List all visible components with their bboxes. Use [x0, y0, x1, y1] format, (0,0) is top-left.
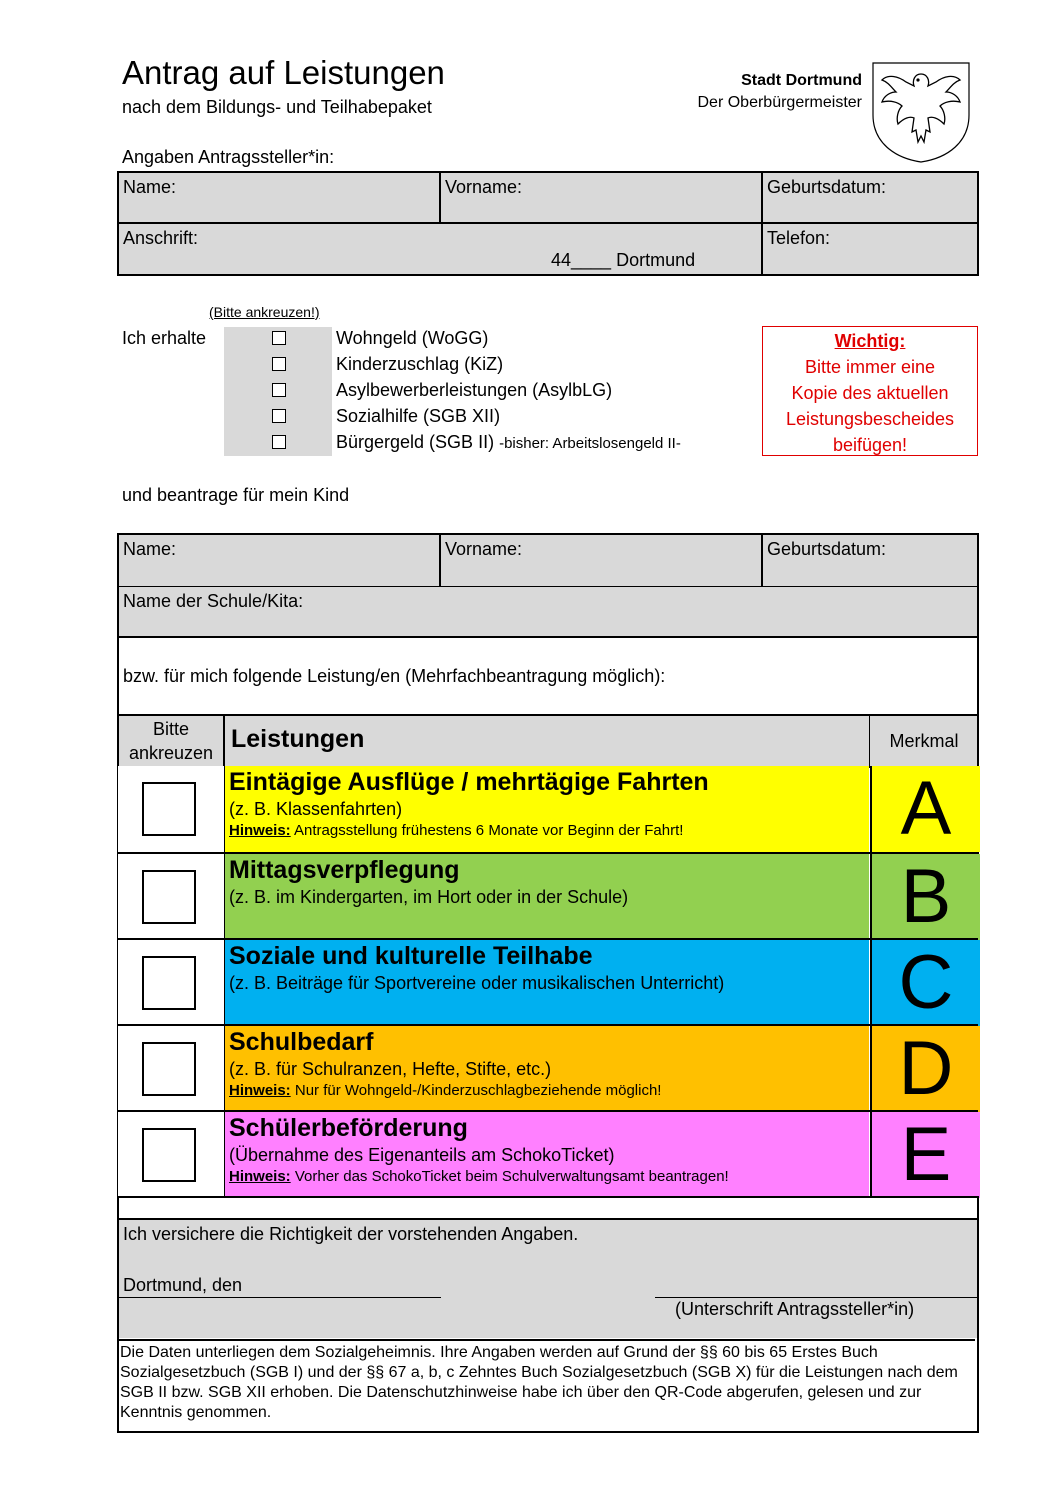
- coat-of-arms-icon: [870, 60, 972, 164]
- privacy-notice: [119, 1339, 975, 1431]
- checkbox-asylblg[interactable]: [272, 383, 286, 397]
- benefit-text-cell: [225, 940, 869, 1026]
- benefit-checkbox-cell: [118, 1026, 226, 1112]
- date-line[interactable]: [119, 1297, 441, 1298]
- applicant-vorname-field[interactable]: [441, 173, 763, 224]
- privacy-text: Die Daten unterliegen dem Sozialgeheimnis. Ihre Angaben werden auf Grund der §§ 60 bis 65 Erstes Buch Sozialgesetzbuch (SGB I) und der §§ 67 a, b, c Zehntes Buch Sozialgesetzbuch (SGB X) für die Leistungen nach dem SGB II bzw. SGB XII erhoben. Die Datenschutzhinweise habe ich über den QR-Code abgerufen, gelesen und zur Kenntnis genommen.: [120, 1344, 958, 1421]
- receiving-label: Ich erhalte: [122, 328, 207, 348]
- child-name-label: Name:: [123, 539, 177, 559]
- applicant-phone-field[interactable]: [763, 224, 977, 274]
- signature-label: (Unterschrift Antragssteller*in): [675, 1299, 915, 1319]
- page-subtitle: nach dem Bildungs- und Teilhabepaket: [122, 97, 432, 117]
- option-buergergeld-row: [336, 432, 681, 453]
- benefit-letter: B: [870, 854, 980, 940]
- option-kinderzuschlag: Kinderzuschlag (KiZ): [336, 354, 504, 374]
- child-intro: und beantrage für mein Kind: [122, 485, 350, 505]
- option-buergergeld-suffix: -bisher: Arbeitslosengeld II-: [499, 435, 681, 452]
- benefit-hint: [229, 1081, 869, 1101]
- benefit-description: (z. B. Beiträge für Sportvereine oder musikalischen Unterricht): [229, 973, 725, 993]
- benefit-text-cell: [225, 854, 869, 940]
- applicant-section-label: Angaben Antragssteller*in:: [122, 147, 335, 167]
- city-name: Stadt Dortmund: [741, 72, 862, 89]
- benefit-description: (z. B. Klassenfahrten): [229, 799, 403, 819]
- signature-line[interactable]: [655, 1297, 977, 1298]
- benefit-row: [118, 1110, 978, 1196]
- applicant-box: [117, 171, 979, 276]
- benefit-row: [118, 852, 978, 938]
- benefit-checkbox[interactable]: [142, 1128, 196, 1182]
- benefit-text-cell: [225, 766, 869, 852]
- school-label: Name der Schule/Kita:: [123, 591, 304, 611]
- benefit-letter: E: [870, 1112, 980, 1198]
- benefit-hint: [229, 821, 869, 841]
- benefit-title: Soziale und kulturelle Teilhabe: [229, 942, 593, 970]
- applicant-phone-label: Telefon:: [767, 228, 831, 248]
- tick-hint: (Bitte ankreuzen!): [209, 304, 320, 320]
- important-line: Bitte immer eine: [804, 357, 936, 377]
- self-line-row: [119, 638, 977, 716]
- benefit-description: (z. B. im Kindergarten, im Hort oder in der Schule): [229, 887, 629, 907]
- benefits-header-row: [119, 716, 977, 768]
- benefit-title: Eintägige Ausflüge / mehrtägige Fahrten: [229, 768, 709, 796]
- col-mark-header: Merkmal: [869, 716, 978, 766]
- applicant-birthdate-label: Geburtsdatum:: [767, 177, 887, 197]
- child-name-field[interactable]: [119, 535, 441, 587]
- applicant-vorname-label: Vorname:: [445, 177, 523, 197]
- applicant-plz-city: 44____ Dortmund: [551, 250, 696, 270]
- assurance-text: Ich versichere die Richtigkeit der vorstehenden Angaben.: [123, 1224, 579, 1244]
- benefit-checkbox[interactable]: [142, 1042, 196, 1096]
- child-birthdate-label: Geburtsdatum:: [767, 539, 887, 559]
- benefit-checkbox[interactable]: [142, 782, 196, 836]
- important-line: beifügen!: [832, 435, 908, 455]
- benefit-row: [118, 1024, 978, 1110]
- applicant-name-label: Name:: [123, 177, 177, 197]
- benefit-row: [118, 766, 978, 852]
- child-vorname-label: Vorname:: [445, 539, 523, 559]
- applicant-birthdate-field[interactable]: [763, 173, 977, 224]
- option-wohngeld: Wohngeld (WoGG): [336, 328, 489, 348]
- applicant-address-label: Anschrift:: [123, 228, 199, 248]
- spacer-row: [117, 1196, 979, 1220]
- checkbox-wohngeld[interactable]: [272, 331, 286, 345]
- self-line: bzw. für mich folgende Leistung/en (Mehrfachbeantragung möglich):: [123, 666, 666, 686]
- option-sozialhilfe: Sozialhilfe (SGB XII): [336, 406, 501, 426]
- benefit-hint-text: Vorher das SchokoTicket beim Schulverwaltungsamt beantragen!: [294, 1168, 729, 1185]
- benefit-checkbox-cell: [118, 854, 226, 940]
- benefit-title: Schulbedarf: [229, 1028, 374, 1056]
- benefit-checkbox[interactable]: [142, 870, 196, 924]
- signature-area: [119, 1220, 977, 1338]
- benefit-hint-text: Antragsstellung frühestens 6 Monate vor Beginn der Fahrt!: [294, 822, 684, 839]
- child-vorname-field[interactable]: [441, 535, 763, 587]
- benefit-checkbox-cell: [118, 766, 226, 852]
- important-heading: Wichtig:: [834, 331, 906, 351]
- important-notice: [762, 326, 978, 456]
- checkbox-buergergeld[interactable]: [272, 435, 286, 449]
- applicant-address-field[interactable]: [119, 224, 763, 274]
- checkbox-kinderzuschlag[interactable]: [272, 357, 286, 371]
- important-line: Kopie des aktuellen: [791, 383, 949, 403]
- benefit-hint-text: Nur für Wohngeld-/Kinderzuschlagbeziehende möglich!: [294, 1082, 662, 1099]
- page-title: Antrag auf Leistungen: [122, 54, 445, 91]
- col-check-header: Bitte ankreuzen: [119, 716, 225, 766]
- school-field[interactable]: [119, 587, 977, 638]
- benefit-letter: C: [870, 940, 980, 1026]
- benefit-text-cell: [225, 1112, 869, 1198]
- option-asylblg: Asylbewerberleistungen (AsylbLG): [336, 380, 613, 400]
- benefit-description: (Übernahme des Eigenanteils am SchokoTicket): [229, 1145, 615, 1165]
- benefit-title: Schülerbeförderung: [229, 1114, 468, 1142]
- place-date-label: Dortmund, den: [123, 1275, 243, 1295]
- benefit-hint: [229, 1167, 869, 1187]
- benefit-letter: D: [870, 1026, 980, 1112]
- benefit-letter: A: [870, 766, 980, 852]
- benefit-checkbox-cell: [118, 1112, 226, 1198]
- benefit-hint-label: Hinweis:: [229, 822, 291, 839]
- mayor-title: Der Oberbürgermeister: [697, 94, 862, 111]
- benefit-description: (z. B. für Schulranzen, Hefte, Stifte, etc.): [229, 1059, 552, 1079]
- option-buergergeld: Bürgergeld (SGB II): [336, 432, 495, 452]
- benefit-row: [118, 938, 978, 1024]
- benefit-hint-label: Hinweis:: [229, 1168, 291, 1185]
- benefit-title: Mittagsverpflegung: [229, 856, 460, 884]
- benefit-text-cell: [225, 1026, 869, 1112]
- benefit-hint-label: Hinweis:: [229, 1082, 291, 1099]
- applicant-name-field[interactable]: [119, 173, 441, 224]
- child-birthdate-field[interactable]: [763, 535, 977, 587]
- important-line: Leistungsbescheides: [785, 409, 955, 429]
- checkbox-sozialhilfe[interactable]: [272, 409, 286, 423]
- benefit-checkbox-cell: [118, 940, 226, 1026]
- col-title-header: Leistungen: [231, 725, 365, 753]
- benefit-checkbox[interactable]: [142, 956, 196, 1010]
